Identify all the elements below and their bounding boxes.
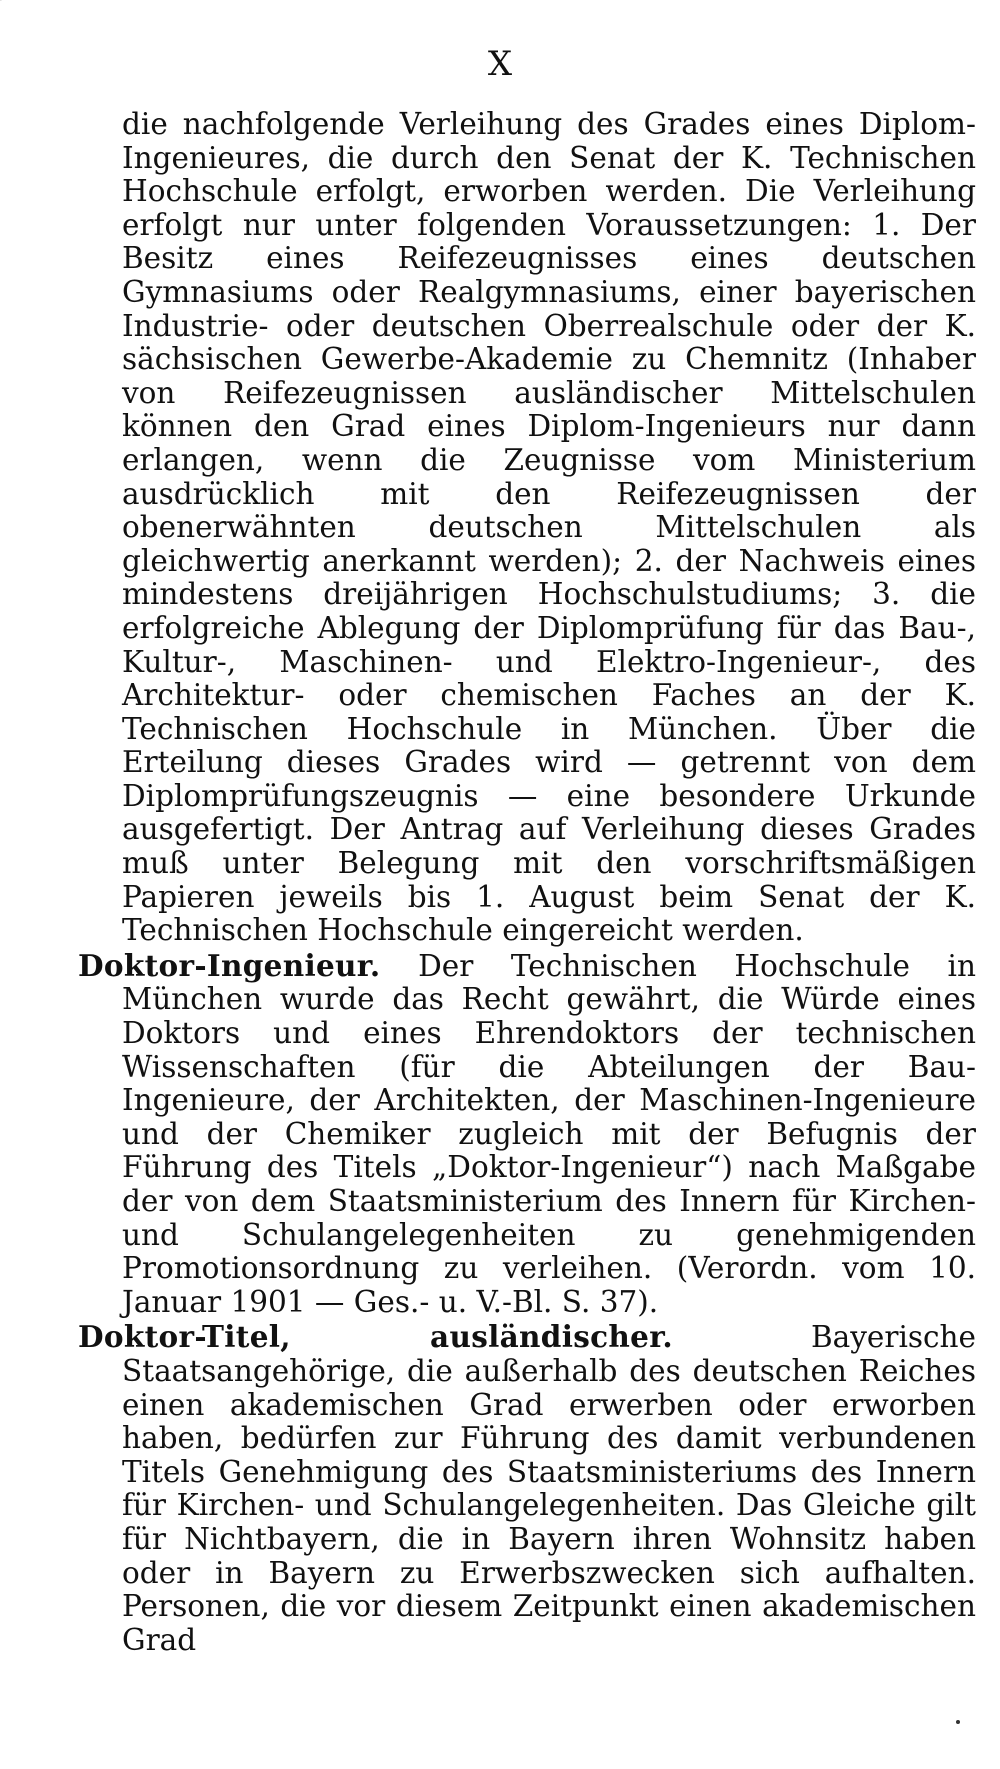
entry-doktor-titel xyxy=(78,1320,976,1657)
page-body xyxy=(78,108,976,1658)
entry-text: Der Technischen Hochschule in München wurde das Recht gewährt, die Würde eines Doktors und eines Ehrendoktors der technischen Wissenschaften (für die Abteilungen der Bau-Ingenieure, der Architekten, der Maschinen-Ingenieure und der Chemiker zugleich mit der Befugnis der Führung des Titels „Doktor-Ingenieur“) nach Maßgabe der von dem Staatsministerium des Innern für Kirchen- und Schulangelegenheiten zu genehmigenden Promotionsordnung zu verleihen. (Verordn. vom 10. Januar 1901 — Ges.- u. V.-Bl. S. 37). xyxy=(122,948,976,1319)
ink-dot xyxy=(956,1720,960,1724)
entry-continuation xyxy=(78,108,976,948)
page-corner-mark xyxy=(0,0,49,22)
entry-text: die nachfolgende Verleihung des Grades eines Diplom-Ingenieures, die durch den Senat der K. Technischen Hochschule erfolgt, erworben werden. Die Verleihung erfolgt nur unter folgenden Voraussetzungen: 1. Der Besitz eines Reifezeugnisses eines deutschen Gymnasiums oder Realgymnasiums, einer bayerischen Industrie- oder deutschen Oberrealschule oder der K. sächsischen Gewerbe-Akademie zu Chemnitz (Inhaber von Reifezeugnissen ausländischer Mittelschulen können den Grad eines Diplom-Ingenieurs nur dann erlangen, wenn die Zeugnisse vom Ministerium ausdrücklich mit den Reifezeugnissen der obenerwähnten deutschen Mittelschulen als gleichwertig anerkannt werden); 2. der Nachweis eines mindestens dreijährigen Hochschulstudiums; 3. die erfolgreiche Ablegung der Diplomprüfung für das Bau-, Kultur-, Maschinen- und Elektro-Ingenieur-, des Architektur- oder chemischen Faches an der K. Technischen Hochschule in München. Über die Erteilung dieses Grades wird — getrennt von dem Diplomprüfungszeugnis — eine besondere Urkunde ausgefertigt. Der Antrag auf Verleihung dieses Grades muß unter Belegung mit den vorschriftsmäßigen Papieren jeweils bis 1. August beim Senat der K. Technischen Hochschule eingereicht werden. xyxy=(122,107,976,948)
entry-text: Bayerische Staatsangehörige, die außerhalb des deutschen Reiches einen akademischen Grad erwerben oder erworben haben, bedürfen zur Führung des damit verbundenen Titels Genehmigung des Staatsministeriums des Innern für Kirchen- und Schulangelegenheiten. Das Gleiche gilt für Nichtbayern, die in Bayern ihren Wohnsitz haben oder in Bayern zu Erwerbszwecken sich aufhalten. Personen, die vor diesem Zeitpunkt einen akademischen Grad xyxy=(122,1320,976,1657)
entry-term: Doktor-Titel, ausländischer. xyxy=(78,1319,673,1355)
entry-doktor-ingenieur xyxy=(78,949,976,1320)
entry-term: Doktor-Ingenieur. xyxy=(78,947,381,983)
page-number: X xyxy=(487,44,513,84)
